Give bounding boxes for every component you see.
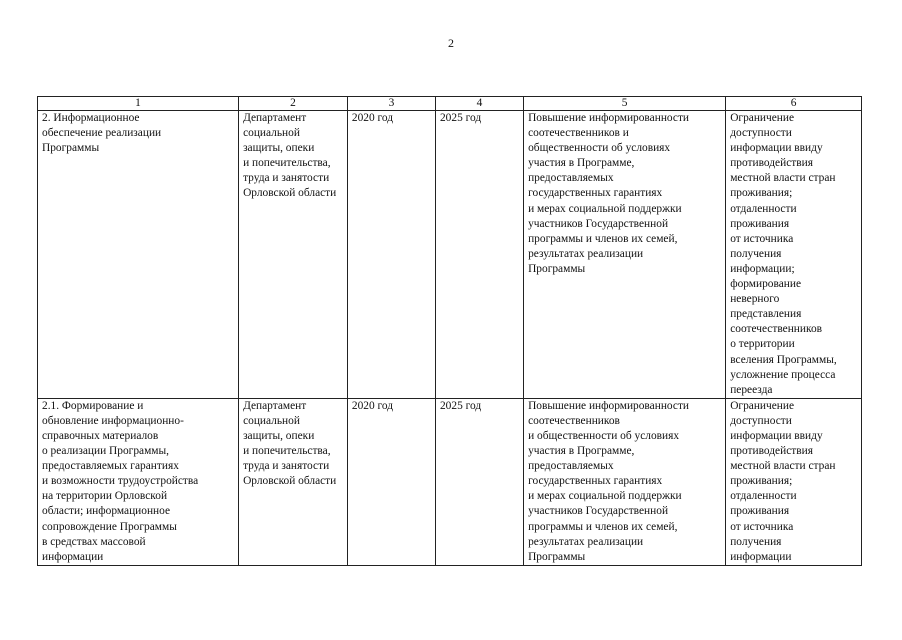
expected-result-cell: Повышение информированности соотечественников и общественности об условиях участия в Программе, предоставляемых государственных гарантиях и мерах социальной поддержки участников Государственной программы и членов их семей, результатах реализации Программы — [524, 111, 726, 399]
start-year-cell: 2020 год — [347, 398, 435, 565]
end-year-cell: 2025 год — [435, 111, 523, 399]
page-number: 2 — [448, 36, 454, 50]
table-header-row — [38, 97, 862, 111]
start-year-cell: 2020 год — [347, 111, 435, 399]
column-header-3: 3 — [347, 97, 435, 111]
risks-cell: Ограничение доступности информации ввиду противодействия местной власти стран проживания; отдаленности проживания от источника получения информации; формирование неверного представления соотечественников о территории вселения Программы, усложнение процесса переезда — [726, 111, 862, 399]
executor-cell: Департамент социальной защиты, опеки и попечительства, труда и занятости Орловской области — [239, 398, 348, 565]
expected-result-cell: Повышение информированности соотечественников и общественности об условиях участия в Программе, предоставляемых государственных гарантиях и мерах социальной поддержки участников Государственной программы и членов их семей, результатах реализации Программы — [524, 398, 726, 565]
executor-cell: Департамент социальной защиты, опеки и попечительства, труда и занятости Орловской области — [239, 111, 348, 399]
column-header-6: 6 — [726, 97, 862, 111]
table-row — [38, 398, 862, 565]
column-header-1: 1 — [38, 97, 239, 111]
risks-cell: Ограничение доступности информации ввиду противодействия местной власти стран проживания; отдаленности проживания от источника получения информации — [726, 398, 862, 565]
table-row — [38, 111, 862, 399]
column-header-4: 4 — [435, 97, 523, 111]
program-measures-table — [37, 96, 862, 566]
measure-cell: 2.1. Формирование и обновление информационно- справочных материалов о реализации Программы, предоставляемых гарантиях и возможности трудоустройства на территории Орловской области; информационное сопровождение Программы в средствах массовой информации — [38, 398, 239, 565]
column-header-2: 2 — [239, 97, 348, 111]
end-year-cell: 2025 год — [435, 398, 523, 565]
column-header-5: 5 — [524, 97, 726, 111]
measure-cell: 2. Информационное обеспечение реализации Программы — [38, 111, 239, 399]
